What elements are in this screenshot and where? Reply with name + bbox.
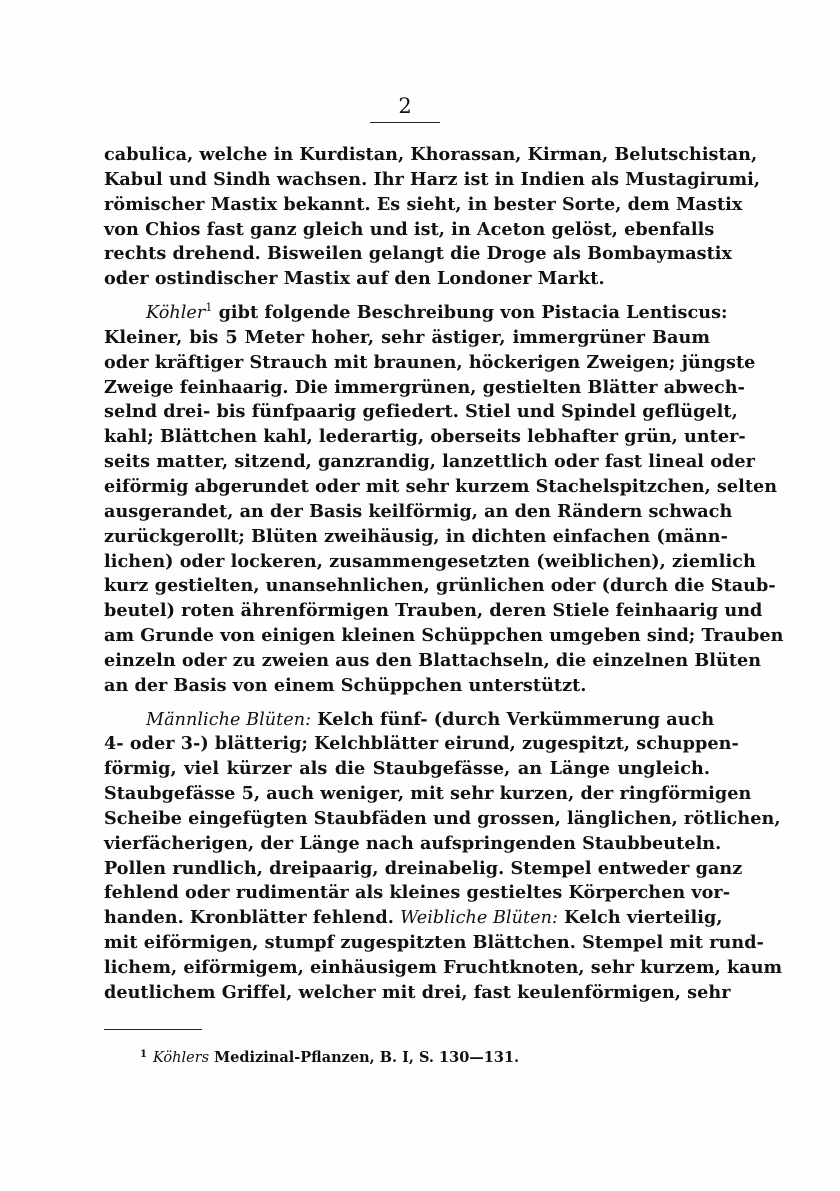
text-line: Zweige feinhaarig. Die immergrünen, gestielten Blätter abwech- [104, 376, 745, 398]
footnote-text: Medizinal-Pflanzen, B. I, S. 130—131. [209, 1049, 520, 1066]
text-line: Pollen rundlich, dreipaarig, dreinabelig. Stempel entweder ganz [104, 857, 743, 879]
text-line: kurz gestielten, unansehnlichen, grünlichen oder (durch die Staub- [104, 575, 776, 597]
text-line: einzeln oder zu zweien aus den Blattachseln, die einzelnen Blüten [104, 649, 762, 671]
text-line: Staubgefässe 5, auch weniger, mit sehr kurzen, der ringförmigen [104, 783, 752, 805]
text-run: Kelch vierteilig, [564, 907, 723, 929]
text-line: römischer Mastix bekannt. Es sieht, in bester Sorte, dem Mastix [104, 193, 743, 215]
text-line: seits matter, sitzend, ganzrandig, lanzettlich oder fast lineal oder [104, 451, 755, 473]
text-line: fehlend oder rudimentär als kleines gestieltes Körperchen vor- [104, 882, 731, 904]
text-run: handen. Kronblätter fehlend. [104, 907, 401, 929]
text-run: Kelch fünf- (durch Verkümmerung auch [311, 708, 715, 730]
text-run: gibt folgende Beschreibung von Pistacia Lentiscus: [212, 302, 728, 324]
text-line: förmig, viel kürzer als die Staubgefässe, an Länge ungleich. [104, 758, 710, 780]
section-lead: Männliche Blüten: [146, 709, 312, 730]
text-line: an der Basis von einem Schüppchen unterstützt. [104, 674, 587, 696]
text-line: rechts drehend. Bisweilen gelangt die Droge als Bombaymastix [104, 243, 733, 265]
paragraph-1 [104, 143, 761, 292]
text-line: ausgerandet, an der Basis keilförmig, an den Rändern schwach [104, 500, 733, 522]
text-line: selnd drei- bis fünfpaarig gefiedert. Stiel und Spindel geflügelt, [104, 401, 738, 423]
text-line: beutel) roten ährenförmigen Trauben, deren Stiele feinhaarig und [104, 600, 763, 622]
header-rule [370, 122, 440, 123]
text-line: lichen) oder lockeren, zusammengesetzten (weiblichen), ziemlich [104, 550, 756, 572]
paragraph-3 [104, 708, 783, 1006]
text-line: Kabul und Sindh wachsen. Ihr Harz ist in Indien als Mustagirumi, [104, 168, 761, 190]
text-line [104, 906, 723, 931]
paragraph-2 [104, 301, 784, 699]
text-line: kahl; Blättchen kahl, lederartig, oberseits lebhafter grün, unter- [104, 426, 746, 448]
text-line: vierfächerigen, der Länge nach aufspringenden Staubbeuteln. [104, 832, 722, 854]
text-line [104, 301, 728, 326]
text-line: oder kräftiger Strauch mit braunen, höckerigen Zweigen; jüngste [104, 351, 756, 373]
section-lead: Weibliche Blüten: [400, 908, 558, 929]
footnote-mark: 1 [140, 1049, 147, 1060]
text-line: cabulica, welche in Kurdistan, Khorassan, Kirman, Belutschistan, [104, 144, 758, 165]
footnote-ref: 1 [205, 301, 213, 315]
footnote-author: Köhlers [152, 1050, 210, 1066]
footnote-rule [104, 1029, 202, 1030]
text-line: zurückgerollt; Blüten zweihäusig, in dichten einfachen (männ- [104, 525, 728, 547]
author-name: Köhler [146, 303, 206, 324]
text-line: deutlichem Griffel, welcher mit drei, fast keulenförmigen, sehr [104, 981, 731, 1003]
text-line: mit eiförmigen, stumpf zugespitzten Blättchen. Stempel mit rund- [104, 932, 764, 954]
text-line: oder ostindischer Mastix auf den Londoner Markt. [104, 268, 605, 290]
text-line: Kleiner, bis 5 Meter hoher, sehr ästiger, immergrüner Baum [104, 326, 710, 348]
text-line: am Grunde von einigen kleinen Schüppchen umgeben sind; Trauben [104, 625, 784, 647]
text-line: 4- oder 3-) blätterig; Kelchblätter eirund, zugespitzt, schuppen- [104, 733, 739, 755]
page-body [104, 143, 784, 1006]
page-number: 2 [398, 94, 412, 118]
footnote [140, 1048, 700, 1068]
text-line [104, 708, 715, 733]
text-line: von Chios fast ganz gleich und ist, in Aceton gelöst, ebenfalls [104, 218, 715, 240]
text-line: eiförmig abgerundet oder mit sehr kurzem Stachelspitzchen, selten [104, 475, 778, 497]
text-line: lichem, eiförmigem, einhäusigem Fruchtknoten, sehr kurzem, kaum [104, 957, 783, 978]
text-line: Scheibe eingefügten Staubfäden und grossen, länglichen, rötlichen, [104, 807, 781, 829]
